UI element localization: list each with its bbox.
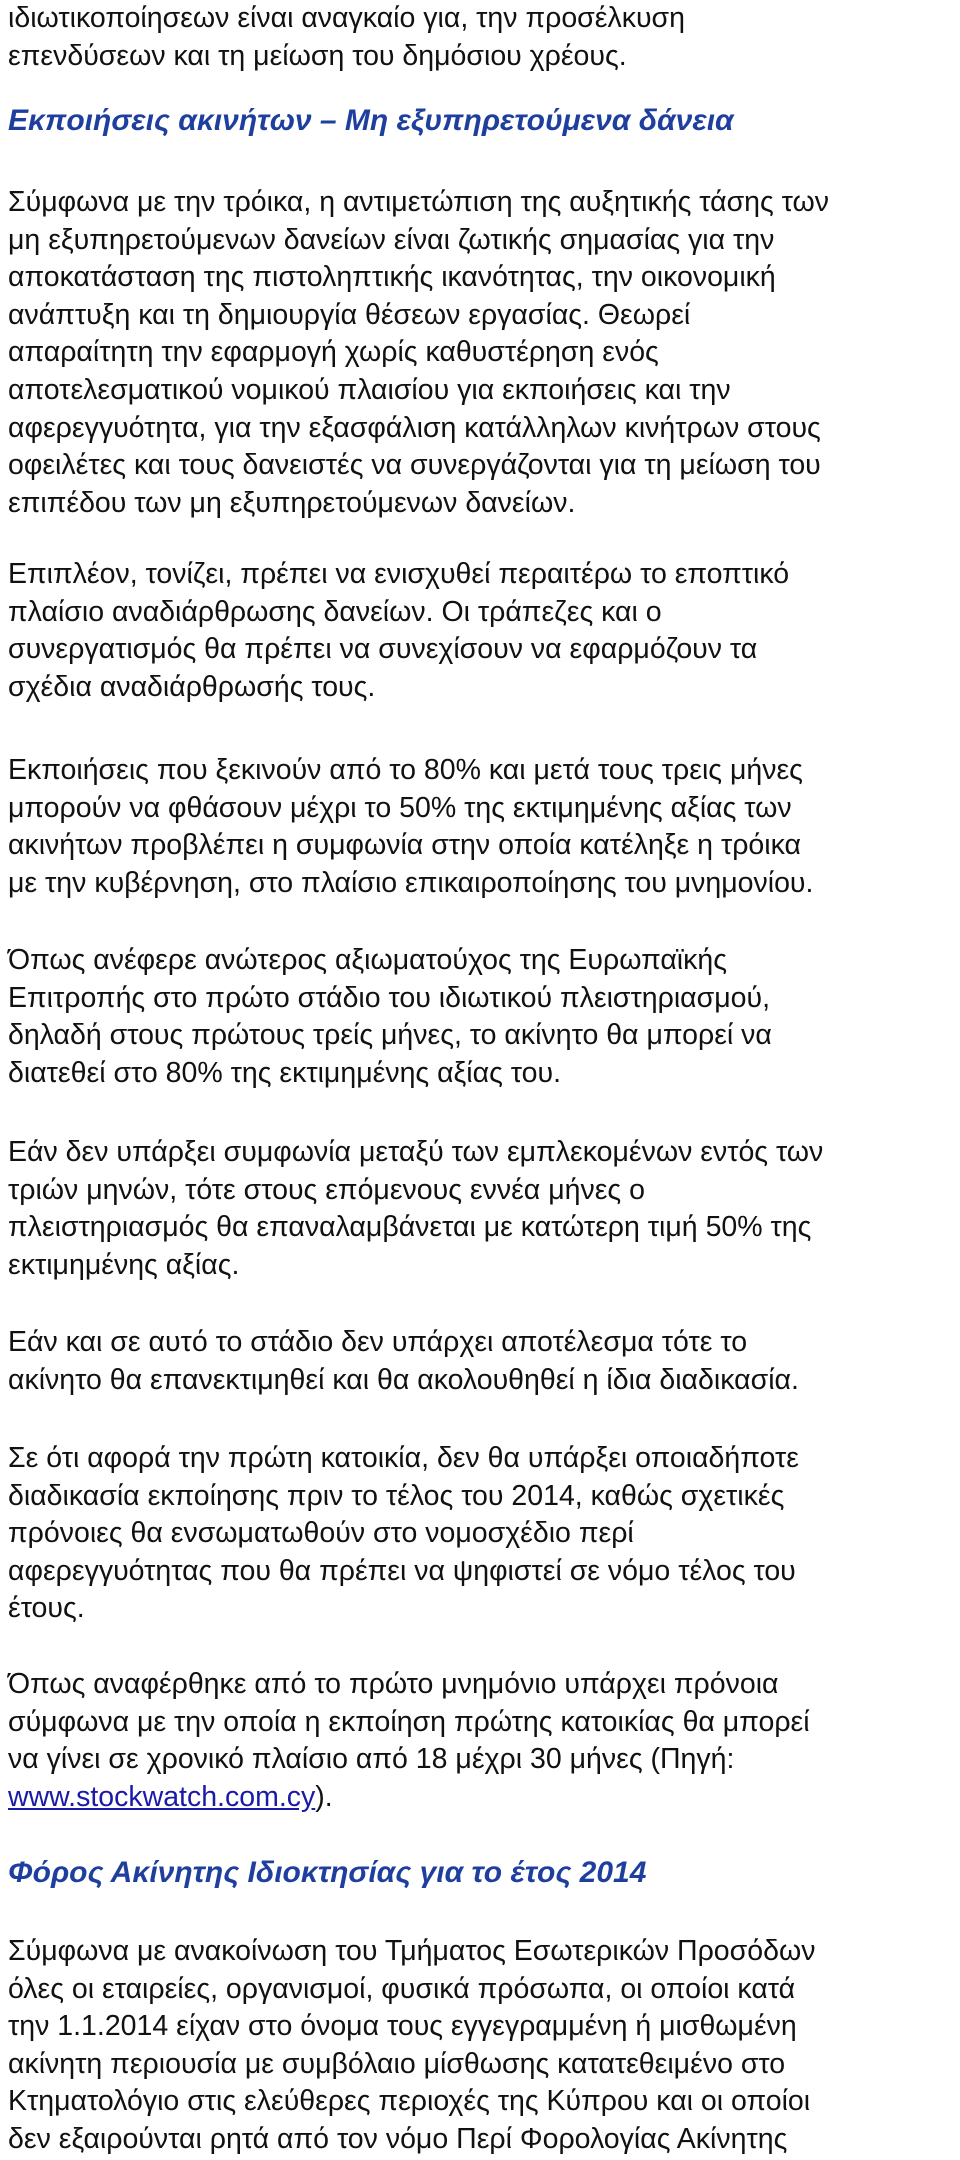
- text-line: οφειλέτες και τους δανειστές να συνεργάζονται για τη μείωση του: [8, 449, 821, 482]
- text-line: μπορούν να φθάσουν μέχρι το 50% της εκτιμημένης αξίας των: [8, 791, 792, 824]
- text-line: μη εξυπηρετούμενων δανείων είναι ζωτικής σημασίας για την: [8, 223, 775, 256]
- paragraph: [8, 1324, 799, 1399]
- text-line: Κτηματολόγιο στις ελεύθερες περιοχές της Κύπρου και οι οποίοι: [8, 2085, 811, 2118]
- text-line: Επιτροπής στο πρώτο στάδιο του ιδιωτικού πλειστηριασμού,: [8, 981, 770, 1014]
- text-line: Σύμφωνα με ανακοίνωση του Τμήματος Εσωτερικών Προσόδων: [8, 1935, 816, 1967]
- text-line: Σε ότι αφορά την πρώτη κατοικία, δεν θα υπάρξει οποιαδήποτε: [8, 1442, 799, 1474]
- text-line: αφερεγγυότητας που θα πρέπει να ψηφιστεί σε νόμο τέλος του: [8, 1554, 796, 1587]
- paragraph: [8, 556, 789, 706]
- paragraph: [8, 752, 813, 902]
- link-suffix: ).: [315, 1780, 333, 1813]
- text-line: με την κυβέρνηση, στο πλαίσιο επικαιροποίησης του μνημονίου.: [8, 866, 814, 899]
- text-line: σχέδια αναδιάρθρωσής τους.: [8, 670, 376, 703]
- text-line: ανάπτυξη και τη δημιουργία θέσεων εργασίας. Θεωρεί: [8, 298, 691, 331]
- text-line: ακίνητη περιουσία με συμβόλαιο μίσθωσης κατατεθειμένο στο: [8, 2047, 786, 2080]
- paragraph: [8, 1134, 823, 1284]
- text-line: διατεθεί στο 80% της εκτιμημένης αξίας του.: [8, 1056, 561, 1089]
- text-line: ακινήτων προβλέπει η συμφωνία στην οποία κατέληξε η τρόικα: [8, 829, 801, 862]
- text-line: Εάν δεν υπάρξει συμφωνία μεταξύ των εμπλεκομένων εντός των: [8, 1136, 824, 1168]
- text-line: πλαίσιο αναδιάρθρωσης δανείων. Οι τράπεζες και ο: [8, 595, 662, 628]
- text-line: αποτελεσματικού νομικού πλαισίου για εκποιήσεις και την: [8, 373, 731, 406]
- text-line: ιδιωτικοποίησεων είναι αναγκαίο για, την προσέλκυση: [8, 2, 685, 34]
- text-line: επενδύσεων και τη μείωση του δημόσιου χρέους.: [8, 39, 627, 72]
- text-line: αποκατάσταση της πιστοληπτικής ικανότητας, την οικονομική: [8, 261, 776, 294]
- paragraph: [8, 1440, 799, 1628]
- text-line-with-link: [8, 1779, 810, 1817]
- text-line: να γίνει σε χρονικό πλαίσιο από 18 μέχρι 30 μήνες (Πηγή:: [8, 1743, 735, 1776]
- text-line: πρόνοιες θα ενσωματωθούν στο νομοσχέδιο περί: [8, 1517, 634, 1550]
- text-line: εκτιμημένης αξίας.: [8, 1248, 240, 1281]
- text-line: πλειστηριασμός θα επαναλαμβάνεται με κατώτερη τιμή 50% της: [8, 1211, 812, 1244]
- text-line: συνεργατισμός θα πρέπει να συνεχίσουν να εφαρμόζουν τα: [8, 633, 758, 666]
- text-line: απαραίτητη την εφαρμογή χωρίς καθυστέρηση ενός: [8, 336, 659, 369]
- paragraph: [8, 1666, 810, 1816]
- text-line: όλες οι εταιρείες, οργανισμοί, φυσικά πρόσωπα, οι οποίοι κατά: [8, 1972, 796, 2005]
- section-heading-property-tax: Φόρος Ακίνητης Ιδιοκτησίας για το έτος 2014: [8, 1856, 647, 1889]
- text-line: Εάν και σε αυτό το στάδιο δεν υπάρχει αποτέλεσμα τότε το: [8, 1326, 748, 1358]
- paragraph: [8, 942, 772, 1092]
- source-link[interactable]: www.stockwatch.com.cy: [8, 1780, 316, 1813]
- text-line: την 1.1.2014 είχαν στο όνομα τους εγγεγραμμένη ή μισθωμένη: [8, 2010, 797, 2043]
- text-line: επιπέδου των μη εξυπηρετούμενων δανείων.: [8, 486, 576, 519]
- intro-paragraph: [8, 0, 685, 75]
- text-line: Όπως ανέφερε ανώτερος αξιωματούχος της Ευρωπαϊκής: [8, 944, 727, 976]
- text-line: Όπως αναφέρθηκε από το πρώτο μνημόνιο υπάρχει πρόνοια: [8, 1668, 779, 1700]
- text-line: τριών μηνών, τότε στους επόμενους εννέα μήνες ο: [8, 1173, 645, 1206]
- text-line: διαδικασία εκποίησης πριν το τέλος του 2014, καθώς σχετικές: [8, 1479, 785, 1512]
- text-line: έτους.: [8, 1592, 85, 1625]
- text-line: σύμφωνα με την οποία η εκποίηση πρώτης κατοικίας θα μπορεί: [8, 1705, 810, 1738]
- text-line: Σύμφωνα με την τρόικα, η αντιμετώπιση της αυξητικής τάσης των: [8, 186, 830, 218]
- section-heading-foreclosures: Εκποιήσεις ακινήτων – Μη εξυπηρετούμενα δάνεια: [8, 104, 734, 137]
- text-line: αφερεγγυότητα, για την εξασφάλιση κατάλληλων κινήτρων στους: [8, 411, 821, 444]
- text-line: δηλαδή στους πρώτους τρείς μήνες, το ακίνητο θα μπορεί να: [8, 1019, 772, 1052]
- text-line: δεν εξαιρούνται ρητά από τον νόμο Περί Φορολογίας Ακίνητης: [8, 2122, 788, 2155]
- paragraph: [8, 1933, 815, 2159]
- paragraph: [8, 184, 829, 522]
- text-line: Εκποιήσεις που ξεκινούν από το 80% και μετά τους τρεις μήνες: [8, 754, 803, 786]
- text-line: Επιπλέον, τονίζει, πρέπει να ενισχυθεί περαιτέρω το εποπτικό: [8, 558, 790, 590]
- text-line: ακίνητο θα επανεκτιμηθεί και θα ακολουθηθεί η ίδια διαδικασία.: [8, 1363, 799, 1396]
